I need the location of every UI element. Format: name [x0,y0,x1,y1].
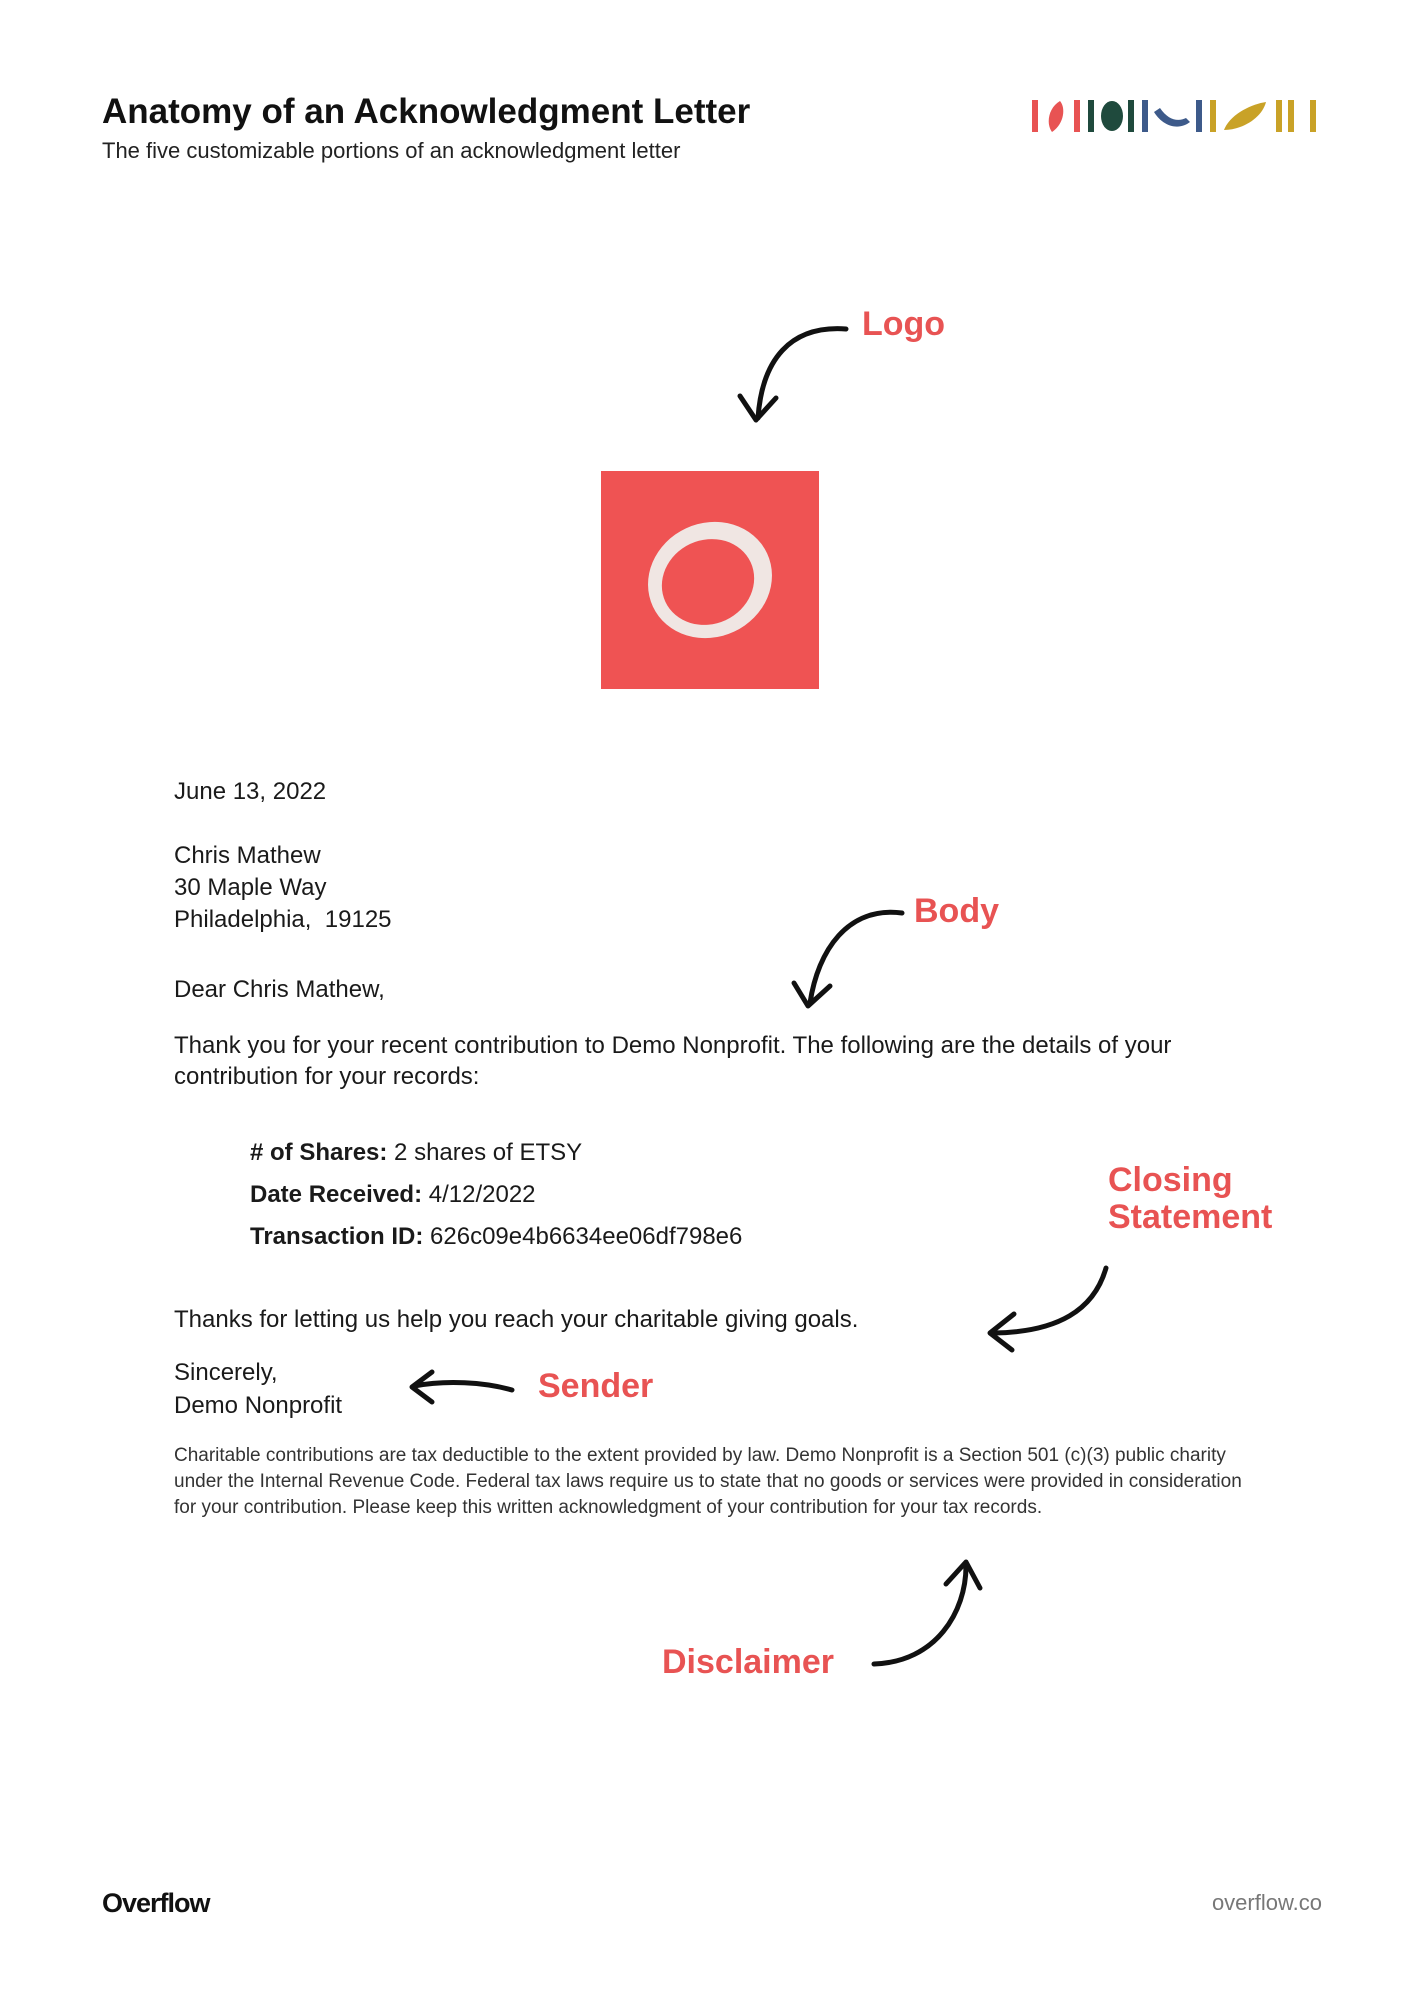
disclaimer-text: Charitable contributions are tax deductible to the extent provided by law. Demo Nonprofit is a Section 501 (c)(3) public charity under the Internal Revenue Code. Federal tax laws require us to state that no goods or services were provided in consideration for your contribution. Please keep this written acknowledgment of your contribution for your tax records. [174,1445,1242,1518]
recipient-address [174,840,392,936]
arrow-icon [810,912,902,1003]
annotation-body: Body [914,892,999,930]
annotation-disclaimer: Disclaimer [662,1643,834,1681]
detail-row [250,1174,742,1216]
detail-row [250,1132,742,1174]
letter-greeting: Dear Chris Mathew, [174,976,385,1003]
annotation-sender: Sender [538,1367,654,1405]
contribution-details [250,1132,742,1258]
arrow-icon [414,1383,512,1390]
detail-value: 2 shares of ETSY [387,1139,583,1166]
detail-label: # of Shares: [250,1139,388,1166]
address-line: Philadelphia, 19125 [174,906,392,933]
detail-label: Transaction ID: [250,1223,424,1250]
address-line: Chris Mathew [174,842,321,869]
letter-paragraph: Thank you for your recent contribution to Demo Nonprofit. The following are the details of your contribution for your records: [174,1032,1172,1090]
footer-brand-logo: Overflow [102,1888,210,1918]
annotation-line: Closing [1108,1161,1233,1199]
detail-value: 626c09e4b6634ee06df798e6 [423,1223,743,1250]
nonprofit-ring-logo-icon [601,471,819,689]
annotation-line: Statement [1108,1198,1273,1236]
address-line: 30 Maple Way [174,874,327,901]
arrow-head-icon [946,1562,980,1588]
arrow-head-icon [412,1372,432,1402]
footer-url[interactable]: overflow.co [1211,1890,1322,1915]
closing-statement: Thanks for letting us help you reach your charitable giving goals. [174,1306,859,1333]
arrow-head-icon [794,983,830,1006]
arrow-head-icon [990,1314,1014,1350]
annotation-closing-statement [1108,1162,1338,1236]
arrow-icon [874,1566,966,1664]
letter-date: June 13, 2022 [174,778,327,805]
arrow-head-icon [740,396,776,420]
arrow-icon [758,329,846,418]
arrow-icon [994,1268,1106,1333]
decorative-pattern-icon [1030,98,1322,134]
annotation-logo: Logo [862,305,946,343]
page-subtitle: The five customizable portions of an acknowledgment letter [102,138,681,163]
sender-block [174,1356,342,1422]
detail-value: 4/12/2022 [422,1181,536,1208]
signoff: Sincerely, [174,1359,278,1386]
detail-row [250,1216,742,1258]
detail-label: Date Received: [250,1181,423,1208]
page-title: Anatomy of an Acknowledgment Letter [102,92,751,131]
sender-name: Demo Nonprofit [174,1392,343,1419]
